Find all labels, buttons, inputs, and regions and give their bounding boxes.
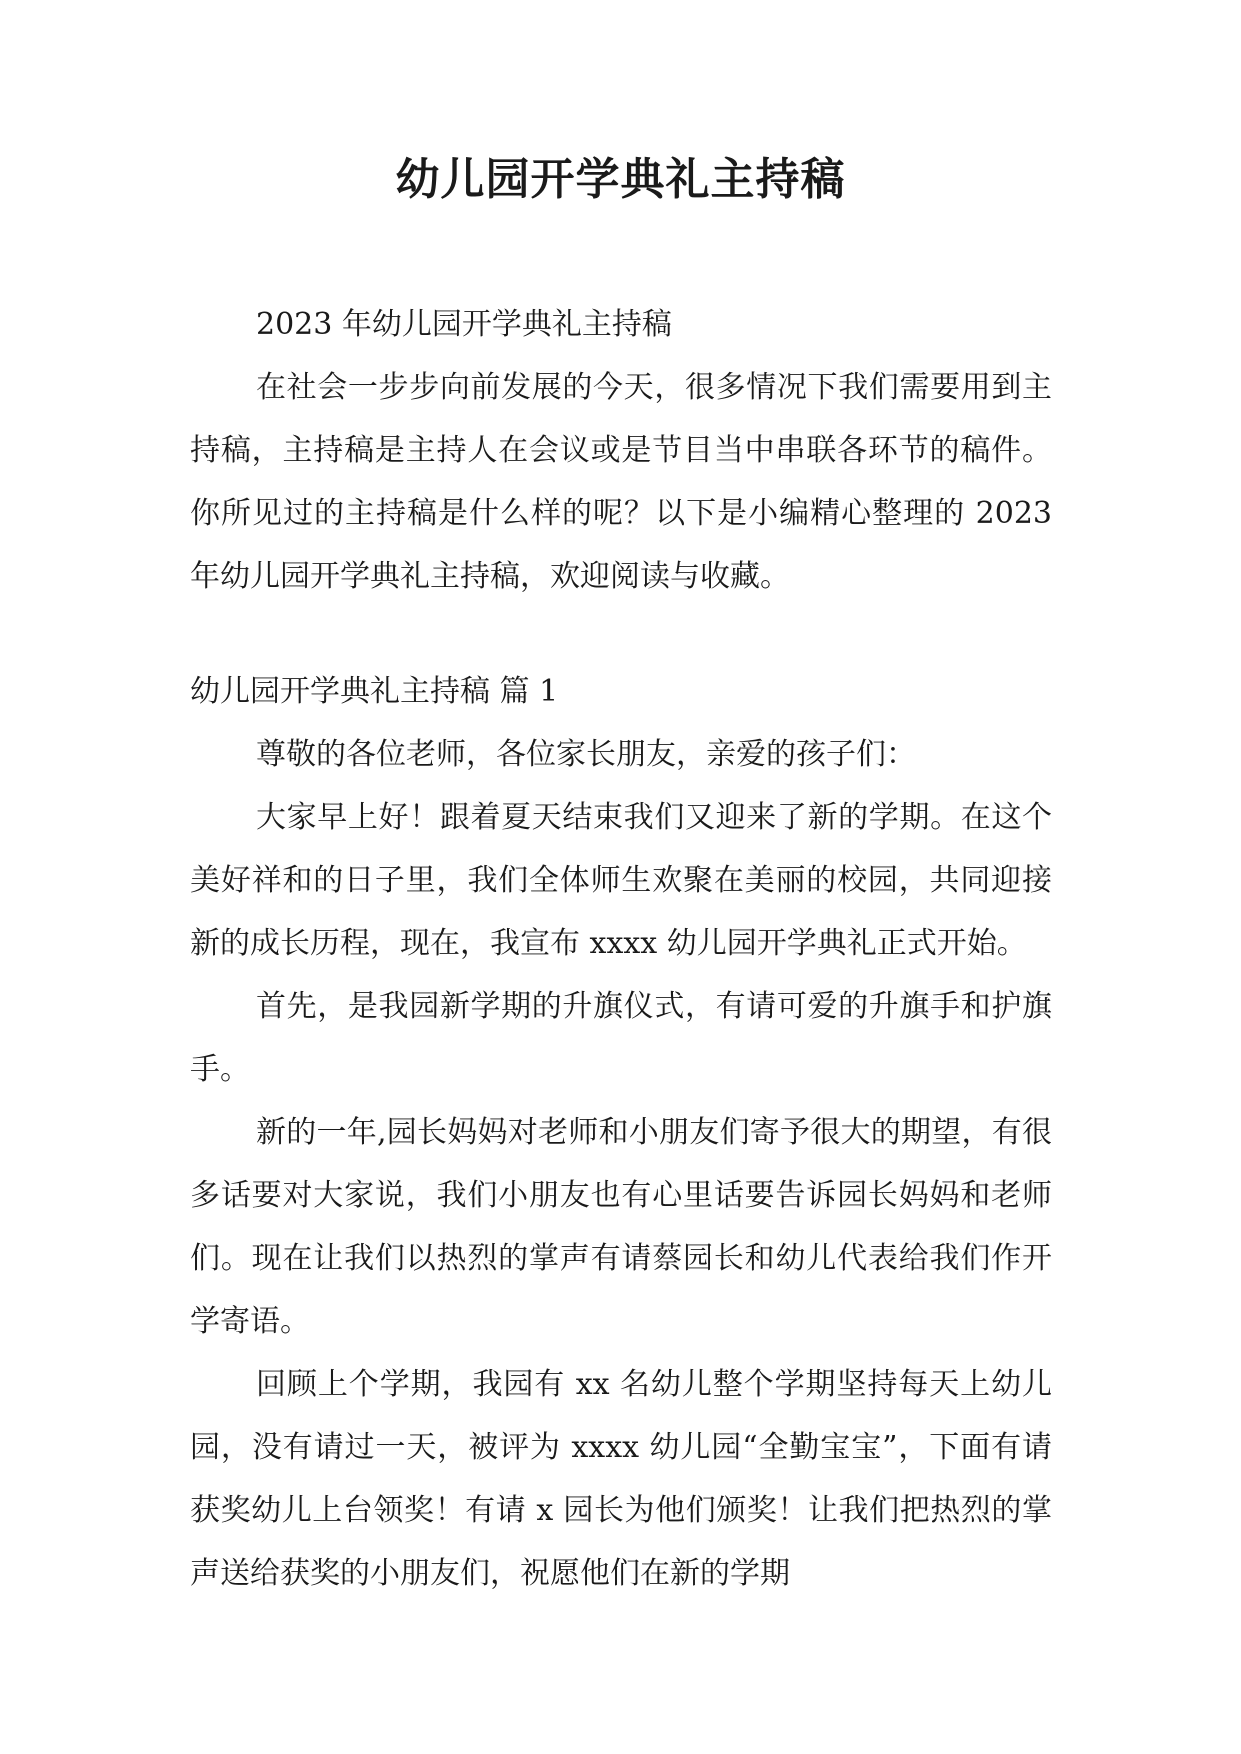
paragraph-opening: 大家早上好！跟着夏天结束我们又迎来了新的学期。在这个美好祥和的日子里，我们全体师生欢聚在美丽的校园，共同迎接新的成长历程，现在，我宣布 xxxx 幼儿园开学典礼正式开始。 [190, 800, 1052, 961]
document-title: 幼儿园开学典礼主持稿 [395, 154, 846, 205]
document-subtitle: 2023 年幼儿园开学典礼主持稿 [256, 307, 672, 342]
document-body [190, 293, 1052, 1605]
paragraph-principal-speech: 新的一年,园长妈妈对老师和小朋友们寄予很大的期望，有很多话要对大家说，我们小朋友也有心里话要告诉园长妈妈和老师们。现在让我们以热烈的掌声有请蔡园长和幼儿代表给我们作开学寄语。 [190, 1115, 1052, 1339]
intro-paragraph: 在社会一步步向前发展的今天，很多情况下我们需要用到主持稿，主持稿是主持人在会议或是节目当中串联各环节的稿件。你所见过的主持稿是什么样的呢？以下是小编精心整理的 2023 年幼儿园开学典礼主持稿，欢迎阅读与收藏。 [190, 370, 1052, 594]
paragraph-greeting: 尊敬的各位老师，各位家长朋友，亲爱的孩子们： [256, 737, 916, 772]
section-heading: 幼儿园开学典礼主持稿 篇 1 [190, 674, 559, 709]
paragraph-attendance-award: 回顾上个学期，我园有 xx 名幼儿整个学期坚持每天上幼儿园，没有请过一天，被评为 xxxx 幼儿园“全勤宝宝”，下面有请获奖幼儿上台领奖！有请 x 园长为他们颁奖！让我们把热烈的掌声送给获奖的小朋友们，祝愿他们在新的学期 [190, 1367, 1052, 1591]
paragraph-flag-ceremony: 首先，是我园新学期的升旗仪式，有请可爱的升旗手和护旗手。 [190, 989, 1052, 1087]
